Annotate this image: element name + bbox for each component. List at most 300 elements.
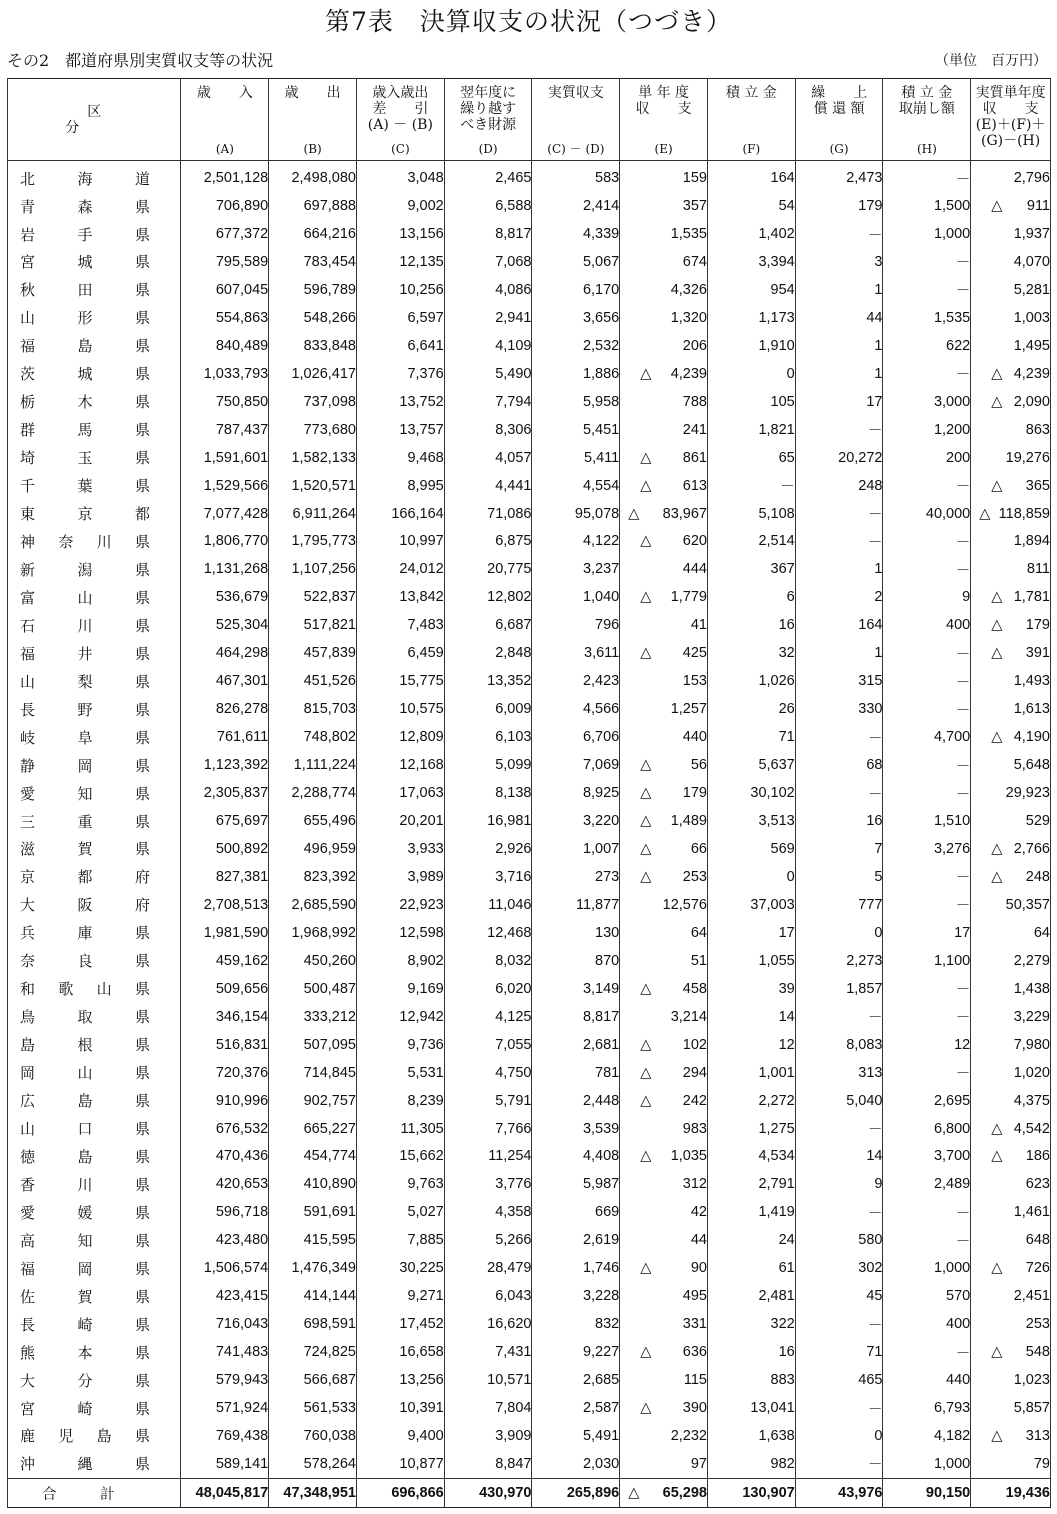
table-cell: △ 4,239 xyxy=(620,360,708,388)
table-cell: 423,415 xyxy=(181,1282,269,1310)
prefecture-label: 岩 手 県 xyxy=(20,225,150,244)
table-cell: 3,000 xyxy=(883,388,971,416)
table-cell: － xyxy=(795,1450,883,1479)
table-row xyxy=(8,1282,1051,1310)
prefecture-name xyxy=(8,695,181,723)
table-cell: 6,911,264 xyxy=(269,500,357,528)
table-cell: 6,641 xyxy=(356,332,444,360)
prefecture-label: 福 岡 県 xyxy=(20,1259,150,1278)
table-cell: 415,595 xyxy=(269,1226,357,1254)
table-cell: 6,043 xyxy=(444,1282,532,1310)
table-cell: 1,746 xyxy=(532,1254,620,1282)
table-cell: 2,796 xyxy=(971,161,1051,193)
table-cell: △ 253 xyxy=(620,863,708,891)
table-cell: 367 xyxy=(707,555,795,583)
table-cell: 1,402 xyxy=(707,220,795,248)
table-cell: △ 56 xyxy=(620,751,708,779)
table-cell: 3,989 xyxy=(356,863,444,891)
prefecture-label: 新 潟 県 xyxy=(20,560,150,579)
table-row xyxy=(8,723,1051,751)
table-row xyxy=(8,1198,1051,1226)
table-row xyxy=(8,332,1051,360)
table-cell: 16 xyxy=(707,1338,795,1366)
table-cell: 811 xyxy=(971,555,1051,583)
table-cell: 12,598 xyxy=(356,919,444,947)
table-cell: 464,298 xyxy=(181,639,269,667)
table-row xyxy=(8,1254,1051,1282)
table-cell: 669 xyxy=(532,1198,620,1226)
table-cell: － xyxy=(795,528,883,556)
table-row xyxy=(8,807,1051,835)
table-cell: 500,892 xyxy=(181,835,269,863)
table-cell: 571,924 xyxy=(181,1394,269,1422)
table-cell: 79 xyxy=(971,1450,1051,1479)
prefecture-name xyxy=(8,444,181,472)
table-cell: △ 1,781 xyxy=(971,583,1051,611)
table-row xyxy=(8,751,1051,779)
table-cell: － xyxy=(883,1059,971,1087)
table-row xyxy=(8,1366,1051,1394)
table-cell: 5,451 xyxy=(532,416,620,444)
table-cell: － xyxy=(883,695,971,723)
table-cell: 10,575 xyxy=(356,695,444,723)
table-cell: 1,100 xyxy=(883,947,971,975)
table-cell: 1,493 xyxy=(971,667,1051,695)
table-cell: 1,438 xyxy=(971,975,1051,1003)
table-row xyxy=(8,1394,1051,1422)
table-cell: 105 xyxy=(707,388,795,416)
table-cell: 330 xyxy=(795,695,883,723)
table-row xyxy=(8,192,1051,220)
table-cell: 1,981,590 xyxy=(181,919,269,947)
table-cell: 2,279 xyxy=(971,947,1051,975)
table-cell: 2,501,128 xyxy=(181,161,269,193)
table-cell: 4,534 xyxy=(707,1142,795,1170)
table-cell: 6,459 xyxy=(356,639,444,667)
table-row xyxy=(8,583,1051,611)
prefecture-label: 京 都 府 xyxy=(20,868,150,887)
table-cell: 2,489 xyxy=(883,1170,971,1198)
table-cell: 11,254 xyxy=(444,1142,532,1170)
prefecture-label: 香 川 県 xyxy=(20,1175,150,1194)
table-cell: 357 xyxy=(620,192,708,220)
table-cell: 7,766 xyxy=(444,1115,532,1143)
table-cell: 13,352 xyxy=(444,667,532,695)
table-cell: △ 313 xyxy=(971,1422,1051,1450)
table-cell: 467,301 xyxy=(181,667,269,695)
table-cell: 2,273 xyxy=(795,947,883,975)
table-cell: 1,123,392 xyxy=(181,751,269,779)
table-cell: 3,656 xyxy=(532,304,620,332)
prefecture-label: 栃 木 県 xyxy=(20,393,150,412)
prefecture-name xyxy=(8,192,181,220)
header-expenditure: 歳 出 (B) xyxy=(269,79,357,161)
table-cell: 40,000 xyxy=(883,500,971,528)
table-cell: 51 xyxy=(620,947,708,975)
table-cell: 0 xyxy=(795,919,883,947)
table-cell: 2,681 xyxy=(532,1031,620,1059)
header-carryover: 翌年度に 繰り越す べき財源 (D) xyxy=(444,79,532,161)
table-cell: 2,791 xyxy=(707,1170,795,1198)
table-cell: 95,078 xyxy=(532,500,620,528)
prefecture-label: 兵 庫 県 xyxy=(20,924,150,943)
prefecture-name xyxy=(8,639,181,667)
table-cell: 4,339 xyxy=(532,220,620,248)
table-cell: 22,923 xyxy=(356,891,444,919)
table-cell: － xyxy=(795,1003,883,1031)
table-cell: 13,156 xyxy=(356,220,444,248)
total-label: 合 計 xyxy=(8,1479,181,1508)
table-cell: △ 425 xyxy=(620,639,708,667)
table-row xyxy=(8,1059,1051,1087)
table-cell: 13,752 xyxy=(356,388,444,416)
table-cell: 1,023 xyxy=(971,1366,1051,1394)
table-cell: 4,408 xyxy=(532,1142,620,1170)
table-cell: 8,847 xyxy=(444,1450,532,1479)
table-cell: 1 xyxy=(795,555,883,583)
prefecture-name xyxy=(8,1422,181,1450)
table-cell: 1 xyxy=(795,360,883,388)
table-cell: 440 xyxy=(883,1366,971,1394)
table-cell: 6,687 xyxy=(444,611,532,639)
table-cell: 5,099 xyxy=(444,751,532,779)
table-cell: 440 xyxy=(620,723,708,751)
table-cell: 1,131,268 xyxy=(181,555,269,583)
table-cell: 5,958 xyxy=(532,388,620,416)
prefecture-name xyxy=(8,779,181,807)
table-cell: 648 xyxy=(971,1226,1051,1254)
unit-label: （単位 百万円） xyxy=(935,53,1047,69)
table-cell: 302 xyxy=(795,1254,883,1282)
table-cell: 5,531 xyxy=(356,1059,444,1087)
prefecture-label: 北 海 道 xyxy=(20,169,150,188)
table-cell: 7,069 xyxy=(532,751,620,779)
table-cell: 9,002 xyxy=(356,192,444,220)
table-cell: 1,638 xyxy=(707,1422,795,1450)
table-cell: 982 xyxy=(707,1450,795,1479)
table-cell: 655,496 xyxy=(269,807,357,835)
total-cell: 696,866 xyxy=(356,1479,444,1508)
table-cell: 54 xyxy=(707,192,795,220)
table-cell: 2,414 xyxy=(532,192,620,220)
table-cell: 840,489 xyxy=(181,332,269,360)
table-cell: 833,848 xyxy=(269,332,357,360)
table-cell: 706,890 xyxy=(181,192,269,220)
table-cell: 741,483 xyxy=(181,1338,269,1366)
table-cell: 42 xyxy=(620,1198,708,1226)
prefecture-name xyxy=(8,332,181,360)
table-cell: 578,264 xyxy=(269,1450,357,1479)
table-cell: 665,227 xyxy=(269,1115,357,1143)
table-cell: 569 xyxy=(707,835,795,863)
table-cell: 2,473 xyxy=(795,161,883,193)
table-cell: 206 xyxy=(620,332,708,360)
table-cell: － xyxy=(883,975,971,1003)
table-cell: 6,170 xyxy=(532,276,620,304)
table-cell: 1,040 xyxy=(532,583,620,611)
table-cell: 2,532 xyxy=(532,332,620,360)
table-cell: 596,789 xyxy=(269,276,357,304)
total-cell: 130,907 xyxy=(707,1479,795,1508)
table-cell: 10,877 xyxy=(356,1450,444,1479)
table-row xyxy=(8,248,1051,276)
table-cell: 0 xyxy=(707,863,795,891)
prefecture-name xyxy=(8,1115,181,1143)
prefecture-name xyxy=(8,1170,181,1198)
table-cell: 166,164 xyxy=(356,500,444,528)
table-cell: 2,451 xyxy=(971,1282,1051,1310)
table-cell: 3,700 xyxy=(883,1142,971,1170)
table-cell: 16,620 xyxy=(444,1310,532,1338)
table-cell: 5,648 xyxy=(971,751,1051,779)
table-cell: 3,539 xyxy=(532,1115,620,1143)
table-row xyxy=(8,416,1051,444)
table-cell: － xyxy=(883,1338,971,1366)
table-cell: 6,597 xyxy=(356,304,444,332)
prefecture-name xyxy=(8,1366,181,1394)
prefecture-label: 東 京 都 xyxy=(20,505,150,524)
table-cell: 1,937 xyxy=(971,220,1051,248)
table-cell: － xyxy=(883,360,971,388)
table-cell: 1,173 xyxy=(707,304,795,332)
table-cell: 241 xyxy=(620,416,708,444)
table-cell: 71 xyxy=(795,1338,883,1366)
table-cell: 9,227 xyxy=(532,1338,620,1366)
table-cell: 1,026,417 xyxy=(269,360,357,388)
prefecture-name xyxy=(8,807,181,835)
table-cell: 24,012 xyxy=(356,555,444,583)
table-cell: － xyxy=(883,779,971,807)
table-cell: － xyxy=(883,472,971,500)
table-cell: 10,571 xyxy=(444,1366,532,1394)
table-cell: 11,046 xyxy=(444,891,532,919)
table-cell: 65 xyxy=(707,444,795,472)
header-kubun: 区 分 xyxy=(8,79,181,161)
table-cell: 13,041 xyxy=(707,1394,795,1422)
table-cell: 13,757 xyxy=(356,416,444,444)
table-row xyxy=(8,1450,1051,1479)
table-cell: 10,997 xyxy=(356,528,444,556)
table-cell: 674 xyxy=(620,248,708,276)
prefecture-label: 徳 島 県 xyxy=(20,1147,150,1166)
table-cell: 7,376 xyxy=(356,360,444,388)
table-cell: 1,535 xyxy=(620,220,708,248)
table-cell: 346,154 xyxy=(181,1003,269,1031)
table-cell: 2,587 xyxy=(532,1394,620,1422)
table-cell: － xyxy=(883,891,971,919)
table-cell: △ 4,542 xyxy=(971,1115,1051,1143)
prefecture-name xyxy=(8,555,181,583)
prefecture-name xyxy=(8,1226,181,1254)
table-cell: 3,716 xyxy=(444,863,532,891)
table-cell: 3,228 xyxy=(532,1282,620,1310)
table-cell: 6,020 xyxy=(444,975,532,1003)
table-cell: 20,272 xyxy=(795,444,883,472)
table-cell: 3,394 xyxy=(707,248,795,276)
table-cell: 2,232 xyxy=(620,1422,708,1450)
table-cell: 6,800 xyxy=(883,1115,971,1143)
table-cell: 883 xyxy=(707,1366,795,1394)
table-cell: 1,910 xyxy=(707,332,795,360)
table-cell: 10,391 xyxy=(356,1394,444,1422)
table-cell: 6,103 xyxy=(444,723,532,751)
table-cell: 8,083 xyxy=(795,1031,883,1059)
table-cell: 2,926 xyxy=(444,835,532,863)
table-cell: 28,479 xyxy=(444,1254,532,1282)
table-cell: 37,003 xyxy=(707,891,795,919)
table-cell: 863 xyxy=(971,416,1051,444)
table-cell: 45 xyxy=(795,1282,883,1310)
table-cell: － xyxy=(883,1198,971,1226)
table-cell: 414,144 xyxy=(269,1282,357,1310)
table-cell: 7,804 xyxy=(444,1394,532,1422)
table-cell: 3,513 xyxy=(707,807,795,835)
table-row xyxy=(8,779,1051,807)
table-cell: 1,520,571 xyxy=(269,472,357,500)
table-cell: － xyxy=(795,1394,883,1422)
prefecture-label: 宮 崎 県 xyxy=(20,1399,150,1418)
table-cell: 823,392 xyxy=(269,863,357,891)
table-cell: 3,220 xyxy=(532,807,620,835)
prefecture-label: 神 奈 川 県 xyxy=(20,532,150,551)
table-row xyxy=(8,1115,1051,1143)
table-cell: 583 xyxy=(532,161,620,193)
table-cell: － xyxy=(795,1198,883,1226)
table-cell: 1,535 xyxy=(883,304,971,332)
table-cell: 7,483 xyxy=(356,611,444,639)
prefecture-label: 福 井 県 xyxy=(20,644,150,663)
table-cell: 815,703 xyxy=(269,695,357,723)
table-row xyxy=(8,500,1051,528)
table-cell: 1,495 xyxy=(971,332,1051,360)
table-cell: 781 xyxy=(532,1059,620,1087)
table-row xyxy=(8,919,1051,947)
prefecture-name xyxy=(8,388,181,416)
table-cell: － xyxy=(795,1115,883,1143)
table-cell: 1,000 xyxy=(883,220,971,248)
prefecture-label: 群 馬 県 xyxy=(20,421,150,440)
prefecture-label: 青 森 県 xyxy=(20,197,150,216)
table-cell: 1,007 xyxy=(532,835,620,863)
table-subtitle: その2 都道府県別実質収支等の状況 xyxy=(7,51,274,70)
table-row xyxy=(8,1226,1051,1254)
table-cell: 1,026 xyxy=(707,667,795,695)
table-cell: 750,850 xyxy=(181,388,269,416)
table-cell: 153 xyxy=(620,667,708,695)
table-cell: 20,775 xyxy=(444,555,532,583)
table-cell: 8,138 xyxy=(444,779,532,807)
prefecture-name xyxy=(8,947,181,975)
prefecture-label: 山 形 県 xyxy=(20,309,150,328)
table-cell: 2,685 xyxy=(532,1366,620,1394)
prefecture-name xyxy=(8,723,181,751)
table-cell: 333,212 xyxy=(269,1003,357,1031)
prefecture-name xyxy=(8,528,181,556)
header-revenue: 歳 入 (A) xyxy=(181,79,269,161)
table-cell: 4,750 xyxy=(444,1059,532,1087)
table-cell: 1,886 xyxy=(532,360,620,388)
table-cell: － xyxy=(883,528,971,556)
table-cell: 1,111,224 xyxy=(269,751,357,779)
table-cell: 7,068 xyxy=(444,248,532,276)
table-cell: 570 xyxy=(883,1282,971,1310)
prefecture-label: 岡 山 県 xyxy=(20,1064,150,1083)
table-cell: 312 xyxy=(620,1170,708,1198)
table-cell: △ 365 xyxy=(971,472,1051,500)
table-cell: 769,438 xyxy=(181,1422,269,1450)
table-cell: 400 xyxy=(883,1310,971,1338)
table-cell: 1,275 xyxy=(707,1115,795,1143)
table-cell: 4,125 xyxy=(444,1003,532,1031)
table-cell: 13,256 xyxy=(356,1366,444,1394)
table-cell: － xyxy=(795,500,883,528)
table-cell: 1,894 xyxy=(971,528,1051,556)
prefecture-label: 長 崎 県 xyxy=(20,1315,150,1334)
prefecture-name xyxy=(8,1254,181,1282)
table-cell: △ 726 xyxy=(971,1254,1051,1282)
table-cell: 16 xyxy=(795,807,883,835)
table-cell: △ 1,035 xyxy=(620,1142,708,1170)
table-cell: 71 xyxy=(707,723,795,751)
prefecture-label: 三 重 県 xyxy=(20,812,150,831)
table-cell: 4,109 xyxy=(444,332,532,360)
header-reserve: 積 立 金 (F) xyxy=(707,79,795,161)
table-cell: 1,529,566 xyxy=(181,472,269,500)
table-cell: 596,718 xyxy=(181,1198,269,1226)
table-row xyxy=(8,667,1051,695)
table-cell: 2,305,837 xyxy=(181,779,269,807)
table-cell: － xyxy=(883,667,971,695)
table-cell: 10,256 xyxy=(356,276,444,304)
table-row xyxy=(8,161,1051,193)
total-row xyxy=(8,1479,1051,1508)
table-row xyxy=(8,891,1051,919)
table-cell: 796 xyxy=(532,611,620,639)
table-cell: 8,032 xyxy=(444,947,532,975)
table-cell: 159 xyxy=(620,161,708,193)
table-cell: 41 xyxy=(620,611,708,639)
table-cell: 870 xyxy=(532,947,620,975)
table-cell: 1,613 xyxy=(971,695,1051,723)
table-cell: 5,411 xyxy=(532,444,620,472)
prefecture-label: 滋 賀 県 xyxy=(20,840,150,859)
table-cell: △ 548 xyxy=(971,1338,1051,1366)
table-cell: 5,027 xyxy=(356,1198,444,1226)
table-cell: 200 xyxy=(883,444,971,472)
header-balance: 歳入歳出 差 引 (A) － (B) (C) xyxy=(356,79,444,161)
table-cell: 1,000 xyxy=(883,1254,971,1282)
table-cell: 500,487 xyxy=(269,975,357,1003)
table-cell: 30,102 xyxy=(707,779,795,807)
table-cell: 9,400 xyxy=(356,1422,444,1450)
prefecture-label: 鳥 取 県 xyxy=(20,1008,150,1027)
table-cell: 698,591 xyxy=(269,1310,357,1338)
prefecture-label: 埼 玉 県 xyxy=(20,449,150,468)
table-cell: 6,793 xyxy=(883,1394,971,1422)
table-cell: 12,942 xyxy=(356,1003,444,1031)
table-cell: △ 620 xyxy=(620,528,708,556)
table-cell: － xyxy=(795,416,883,444)
table-cell: 7,431 xyxy=(444,1338,532,1366)
table-cell: △ 179 xyxy=(620,779,708,807)
table-cell: 761,611 xyxy=(181,723,269,751)
table-cell: 525,304 xyxy=(181,611,269,639)
prefecture-label: 高 知 県 xyxy=(20,1231,150,1250)
table-cell: 737,098 xyxy=(269,388,357,416)
table-cell: △ 390 xyxy=(620,1394,708,1422)
table-cell: 9,736 xyxy=(356,1031,444,1059)
table-cell: 24 xyxy=(707,1226,795,1254)
